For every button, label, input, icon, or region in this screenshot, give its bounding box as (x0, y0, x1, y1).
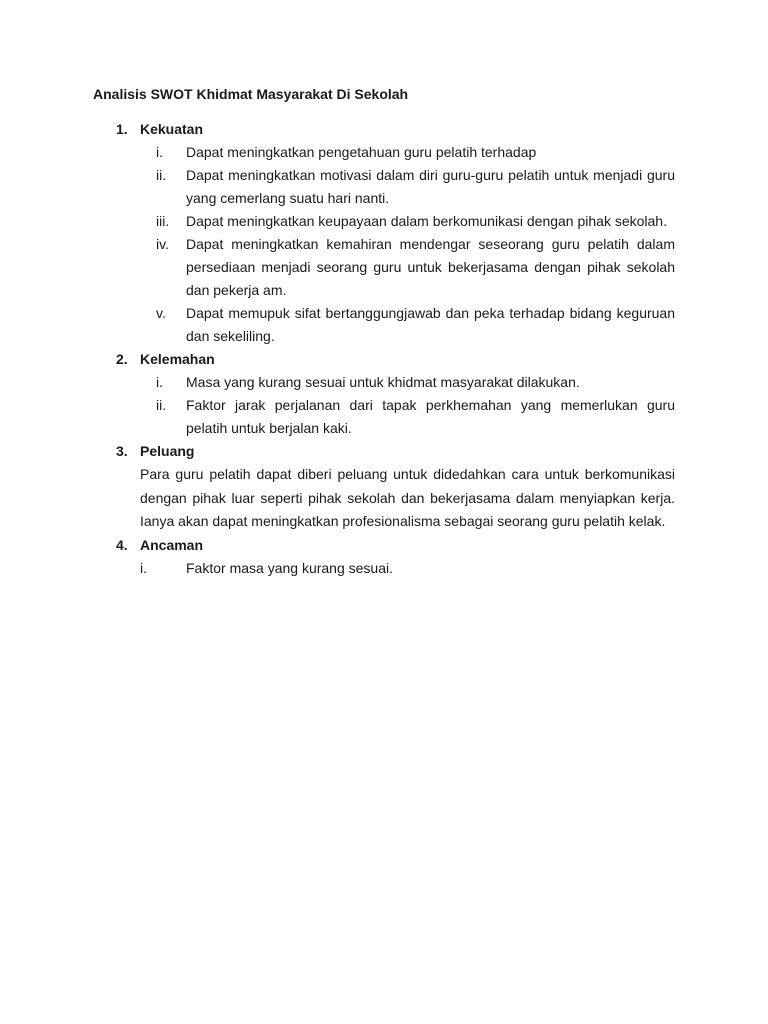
item-number: i. (156, 144, 163, 160)
section-paragraph: Para guru pelatih dapat diberi peluang untuk didedahkan cara untuk berkomunikasi dengan pihak luar seperti pihak sekolah dan bekerjasama dalam menyiapkan kerja. Ianya akan dapat meningkatkan profesionalisma sebagai seorang guru pelatih kelak. (140, 466, 675, 529)
section-number: 4. (116, 536, 128, 553)
item-list (93, 371, 675, 440)
section-kekuatan (93, 118, 675, 348)
section-label: Kelemahan (140, 351, 215, 367)
item-text: Faktor jarak perjalanan dari tapak perkhemahan yang memerlukan guru pelatih untuk berjalan kaki. (186, 397, 675, 436)
section-peluang (93, 440, 675, 534)
list-item (93, 302, 675, 348)
item-number: i. (140, 559, 147, 576)
document-page (93, 84, 675, 580)
section-kelemahan (93, 348, 675, 440)
section-number: 3. (116, 443, 128, 459)
item-number: ii. (156, 167, 167, 183)
item-text: Dapat memupuk sifat bertanggungjawab dan peka terhadap bidang keguruan dan sekeliling. (186, 305, 675, 344)
section-number: 1. (116, 121, 128, 137)
section-heading (93, 348, 675, 371)
item-number: v. (156, 305, 166, 321)
section-label: Kekuatan (140, 121, 204, 137)
list-item (93, 233, 675, 302)
item-text: Dapat meningkatkan keupayaan dalam berkomunikasi dengan pihak sekolah. (186, 213, 667, 229)
section-heading (93, 534, 675, 557)
item-number: i. (156, 374, 163, 390)
list-item (93, 210, 675, 233)
section-label: Ancaman (140, 536, 204, 553)
document-title: Analisis SWOT Khidmat Masyarakat Di Sekolah (93, 86, 409, 102)
item-text: Dapat meningkatkan pengetahuan guru pelatih terhadap (186, 144, 537, 160)
section-ancaman (93, 534, 675, 580)
item-text: Dapat meningkatkan motivasi dalam diri guru-guru pelatih untuk menjadi guru yang cemerlang suatu hari nanti. (186, 167, 675, 206)
list-item (93, 164, 675, 210)
item-text: Faktor masa yang kurang sesuai. (186, 559, 393, 576)
item-number: ii. (156, 397, 167, 413)
list-item (93, 394, 675, 440)
section-heading (93, 440, 675, 463)
list-item (93, 371, 675, 394)
item-list (93, 141, 675, 348)
section-label: Peluang (140, 443, 195, 459)
item-number: iv. (156, 236, 169, 252)
item-text: Dapat meningkatkan kemahiran mendengar seseorang guru pelatih dalam persediaan menjadi seorang guru untuk bekerjasama dengan pihak sekolah dan pekerja am. (186, 236, 675, 298)
list-item (93, 557, 675, 580)
list-item (93, 141, 675, 164)
item-number: iii. (156, 213, 170, 229)
section-number: 2. (116, 351, 128, 367)
item-text: Masa yang kurang sesuai untuk khidmat masyarakat dilakukan. (186, 374, 580, 390)
section-heading (93, 118, 675, 141)
